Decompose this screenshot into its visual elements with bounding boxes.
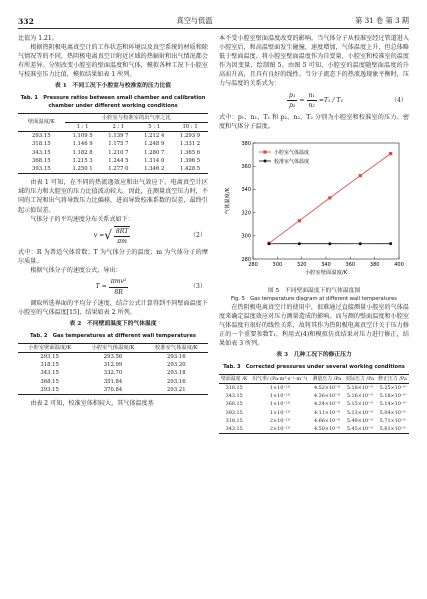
paragraph: 式中：R 为普适气体常数；T 为气体分子的温度；m 为气体分子的摩尔质量。 — [18, 248, 208, 265]
paragraph: 比值为 1.21。 — [18, 35, 58, 42]
table-cell: 393.15 — [225, 409, 243, 416]
table-row — [18, 386, 208, 395]
table-row — [18, 353, 208, 362]
table-cell: 1×10⁻¹⁰ — [269, 393, 290, 400]
x-axis-label: 小腔室壁面温度/K — [304, 269, 348, 276]
y-tick-label: 340 — [241, 186, 251, 193]
table-cell: 5.71×10⁻⁹ — [379, 417, 406, 424]
y-tick-label: 380 — [241, 140, 251, 147]
table-cell: 4.66×10⁻⁹ — [313, 417, 340, 424]
table-cell: 1.146 9 — [72, 141, 93, 148]
table-cell: 318.15 — [32, 141, 51, 148]
table-header: 实际压力 /Pa — [345, 375, 375, 382]
table2-title: 表 2 不同壁面温度下的气体温度 — [69, 321, 157, 328]
equation-number: （4） — [390, 97, 407, 105]
table-cell: 293.18 — [167, 370, 186, 377]
table-cell: 5.15×10⁻⁹ — [346, 401, 373, 408]
table-row — [18, 165, 208, 174]
eq-denominator: πm — [117, 237, 127, 245]
marker-small-chamber — [359, 174, 362, 177]
paragraph: 式中：p₁、n₁、T₁ 和 p₂、n₂、T₂ 分别为小腔室和校准室的压力、密度和气体分子温度。 — [219, 113, 409, 130]
table-cell: 4.50×10⁻⁹ — [313, 426, 340, 433]
table-header: 校准室气体温度/K — [154, 344, 198, 351]
table-row — [18, 361, 208, 369]
table-cell: 368.15 — [225, 401, 243, 408]
table-cell: 332.70 — [103, 370, 123, 377]
paragraph: 根据气体分子的速度公式，导出： — [30, 266, 122, 274]
table-cell: 2×10⁻¹⁰ — [269, 417, 290, 424]
table-cell: 5.18×10⁻⁹ — [346, 385, 373, 392]
marker-calibration-chamber — [267, 242, 270, 245]
table-cell: 1.250 1 — [72, 166, 93, 173]
eq-fraction — [307, 91, 317, 110]
table-row — [219, 384, 409, 393]
eq-fraction — [109, 277, 129, 296]
figure-caption-en: Fig. 5 Gas temperature diagram at different wall temperatures — [231, 295, 397, 302]
table-cell: 293.15 — [32, 133, 51, 140]
x-tick-label: 320 — [296, 261, 307, 268]
table-cell: 343.15 — [40, 370, 59, 377]
paragraph: 由表 1 可知，在不同的热流逸效应和出气效应下，电离真空计区域的压力和大腔室的压力比值波动较大。因此，在测量真空压力时，不同的工况和出气将导致压力比偏移，进而导致校准系数的误差，最终引起示值误差。 — [18, 179, 208, 214]
table-cell: 393.15 — [40, 386, 59, 393]
table-cell: 4.24×10⁻⁹ — [313, 401, 340, 408]
table-cell: 343.15 — [32, 149, 51, 156]
table-cell: 1.175 7 — [108, 141, 129, 148]
table-header: 小腔室气体温度/K — [91, 344, 135, 351]
table-header: 测量压力 /Pa — [312, 375, 342, 382]
x-tick-label: 360 — [345, 261, 356, 268]
page-header — [18, 12, 409, 29]
y-tick-label: 360 — [241, 163, 251, 170]
table-row — [18, 157, 208, 165]
table-cell: 5.13×10⁻⁹ — [346, 409, 373, 416]
table-header: 小腔室与校准室的出气率之比 — [65, 113, 208, 122]
table-cell: 5.04×10⁻⁹ — [379, 409, 406, 416]
table-header: 修正压力 /Pa — [378, 375, 407, 382]
eq-numerator: n₁ — [307, 91, 317, 101]
marker-calibration-chamber — [359, 242, 362, 245]
table-row — [219, 392, 409, 400]
table3-title-en: Tab. 3 Corrected pressures under several working conditions — [223, 364, 405, 371]
table-cell: 1.346 2 — [144, 166, 165, 173]
equation-number: （3） — [189, 283, 206, 291]
table-cell: 293.21 — [167, 386, 186, 393]
marker-calibration-chamber — [389, 242, 392, 245]
y-tick-label: 320 — [241, 210, 251, 217]
table-cell: 5.18×10⁻⁹ — [379, 393, 406, 400]
table-header: 10 : 1 — [182, 124, 198, 131]
table-cell: 5.49×10⁻⁹ — [346, 417, 373, 424]
table-cell: 4.11×10⁻⁹ — [313, 409, 340, 416]
paragraph: 本不受小腔室壁面温度改变的影响。当气体分子从校准室经过管道进入小腔室后，和高温壁面发生碰撞，速度增加，气体温度上升，但总体略低于壁面温度。将小腔室壁面温度作为自变量，小腔室和校准室的温度作为因变量，绘制图 5。由图 5 可知，小腔室的温度随壁面温度的升高而升高，且具有良好的线性。当分子流态下的热流逸现象平衡时，压力与温度的关系式为： — [219, 35, 409, 88]
eq-denominator: 8R — [114, 288, 123, 296]
eq-equals: = — [299, 97, 305, 105]
table-cell: 293.20 — [167, 362, 186, 369]
table-cell: 293.16 — [167, 354, 186, 361]
table-cell: 1.365 6 — [179, 149, 201, 156]
table-row — [219, 400, 409, 408]
paragraph: 调取所选界面的平均分子速度，结合公式计算得到不同壁面温度下小腔室的气体温度[15]，结果如表 2 所列。 — [18, 300, 208, 317]
table1-title-en: Tab. 1 Pressure ratios between small chamber and calibration chamber under different working conditions — [20, 95, 206, 110]
table1 — [18, 113, 208, 174]
x-tick-label: 380 — [369, 261, 380, 268]
sqrt-sign: √ — [104, 228, 112, 243]
equation-2 — [18, 227, 208, 245]
table-cell: 1.212 4 — [144, 133, 165, 140]
equation-3 — [18, 278, 208, 296]
x-tick-label: 400 — [394, 261, 404, 268]
y-tick-label: 300 — [241, 233, 251, 240]
table-cell: 1.293 9 — [179, 133, 201, 140]
eq-lhs: T = — [95, 283, 107, 291]
eq-numerator: 8RT — [114, 227, 130, 237]
table3-title: 表 3 几种工况下的修正压力 — [276, 352, 352, 359]
figure-5 — [219, 135, 409, 285]
table-header: 壁面温度 /K — [220, 375, 248, 382]
table-row — [18, 369, 208, 377]
marker-calibration-chamber — [298, 242, 301, 245]
table-cell: 5.25×10⁻⁹ — [379, 385, 406, 392]
table-cell: 368.15 — [40, 378, 59, 385]
table-cell: 1.215 3 — [72, 157, 93, 164]
table-cell: 4.52×10⁻⁹ — [313, 385, 340, 392]
table-cell: 1.331 2 — [179, 141, 201, 148]
eq-numerator: p₁ — [287, 91, 297, 101]
eq-numerator: πmv² — [109, 277, 129, 287]
legend-marker-cal — [264, 159, 267, 162]
table-cell: 5.45×10⁻⁹ — [346, 426, 373, 433]
table-cell: 1.210 7 — [108, 149, 129, 156]
table-cell: 293.16 — [167, 378, 186, 385]
table-row — [18, 149, 208, 157]
table-cell: 1.277 0 — [108, 166, 129, 173]
table-cell: 293.56 — [103, 354, 123, 361]
table-cell: 1.314 0 — [144, 157, 165, 164]
paragraph: 在热阴极电离真空计的使用中，很难通过直接测量小腔室的气体温度来确定温度效应对压力测量造成的影响。而与测的壁面温度和小腔室气体温度有很好的线性关系，故将其作为热阴极电离真空计关于压力修正的一个重要参数T₁。利用式(4)和模拟仿真结果对压力进行修正，结果如表 3 所列。 — [219, 303, 409, 348]
table-cell: 5.61×10⁻⁹ — [379, 426, 406, 433]
table-cell: 1.139 7 — [108, 133, 129, 140]
table-row — [219, 409, 409, 417]
table-cell: 4.36×10⁻⁹ — [313, 393, 340, 400]
page-number: 332 — [18, 17, 34, 26]
table-cell: 1.396 5 — [179, 157, 201, 164]
figure-caption: 图 5 不同壁面温度下的气体温度图 — [267, 287, 361, 294]
marker-calibration-chamber — [328, 242, 331, 245]
table-cell: 2×10⁻¹⁰ — [269, 426, 290, 433]
left-column — [18, 34, 208, 408]
table-header: 小腔室壁面温度/K — [28, 344, 72, 351]
table-cell: 293.15 — [40, 354, 59, 361]
table-cell: 5.14×10⁻⁹ — [379, 401, 406, 408]
marker-small-chamber — [389, 152, 392, 155]
table-row — [18, 140, 208, 148]
table-cell: 368.15 — [32, 157, 51, 164]
table-row — [219, 425, 409, 434]
eq-equals: = — [318, 97, 324, 105]
y-tick-label: 280 — [241, 256, 251, 263]
legend-label: 小腔室气体温度 — [274, 149, 310, 156]
table-cell: 1×10⁻¹⁰ — [269, 409, 290, 416]
table2-title-en: Tab. 2 Gas temperatures at different wall temperatures — [30, 333, 196, 340]
equation-number: （2） — [189, 232, 206, 240]
legend-marker-small — [263, 150, 266, 153]
table-cell: 318.15 — [225, 385, 243, 392]
table-cell: 1×10⁻¹⁰ — [269, 385, 290, 392]
table-cell: 1.182 8 — [72, 149, 93, 156]
table-header: 1 : 1 — [76, 124, 89, 131]
table-cell: 1.248 9 — [144, 141, 165, 148]
marker-small-chamber — [298, 219, 301, 222]
marker-small-chamber — [328, 196, 331, 199]
table-header: 出气率/ (Pa·m³·s⁻¹·m⁻²) — [252, 375, 308, 382]
table-cell: 343.15 — [225, 393, 243, 400]
table-cell: 1.428 5 — [179, 166, 201, 173]
eq-fraction — [287, 91, 297, 110]
table-header: 5 : 1 — [148, 124, 161, 131]
table-header: 壁面温度/K — [18, 113, 65, 131]
paragraph: 气体分子的平均速度分布关系式如下： — [30, 215, 134, 223]
line-chart — [219, 135, 409, 285]
journal-name: 真空与低温 — [176, 16, 213, 25]
table-cell: 343.15 — [225, 426, 243, 433]
table-header: 2 : 1 — [112, 124, 125, 131]
table-cell: 351.84 — [103, 378, 123, 385]
table2 — [18, 343, 208, 395]
eq-sqrt-ratio: T₁ / T₂ — [323, 97, 343, 105]
table-row — [18, 132, 208, 141]
table-cell: 312.99 — [103, 362, 123, 369]
table1-title: 表 1 不同工况下小腔室与校准室的压力比值 — [54, 83, 172, 90]
table-cell: 318.15 — [40, 362, 59, 369]
equation-4 — [219, 92, 409, 110]
table-cell: 1×10⁻¹⁰ — [269, 401, 290, 408]
table-cell: 370.84 — [103, 386, 123, 393]
eq-fraction — [114, 226, 130, 246]
volume-issue: 第 31 卷 第 3 期 — [355, 16, 409, 25]
table-cell: 1.244 5 — [108, 157, 129, 164]
x-tick-label: 300 — [272, 261, 283, 268]
paragraph: 由表 2 可知，校准室体积较大，其气体温度基 — [30, 400, 154, 408]
legend-label: 校准室气体温度 — [274, 158, 310, 165]
x-tick-label: 280 — [248, 261, 258, 268]
table-cell: 1.109 5 — [72, 133, 93, 140]
table3 — [219, 374, 409, 434]
table-row — [18, 378, 208, 386]
right-column — [219, 34, 409, 438]
x-tick-label: 340 — [321, 261, 331, 268]
table-row — [219, 417, 409, 425]
table-cell: 318.15 — [225, 417, 243, 424]
y-axis-label: 气体温度/K — [225, 187, 231, 214]
eq-lhs: v = — [93, 232, 105, 240]
eq-denominator: p₂ — [289, 102, 296, 110]
paragraph: 根据热阴极电离真空计的工作状态和环境以及真空系统的材质和除气情况等的不同，热阴极电离真空计附近区域的热辐射和出气情况都会有所差异。分别改变小腔室的壁面温度和气体，模拟各种工况下小腔室与校准室压力比值，模拟结果如表 1 所列。 — [18, 44, 208, 79]
eq-denominator: n₂ — [308, 102, 315, 110]
table-cell: 393.15 — [32, 166, 51, 173]
table-cell: 1.280 7 — [144, 149, 165, 156]
table-cell: 5.16×10⁻⁹ — [346, 393, 373, 400]
